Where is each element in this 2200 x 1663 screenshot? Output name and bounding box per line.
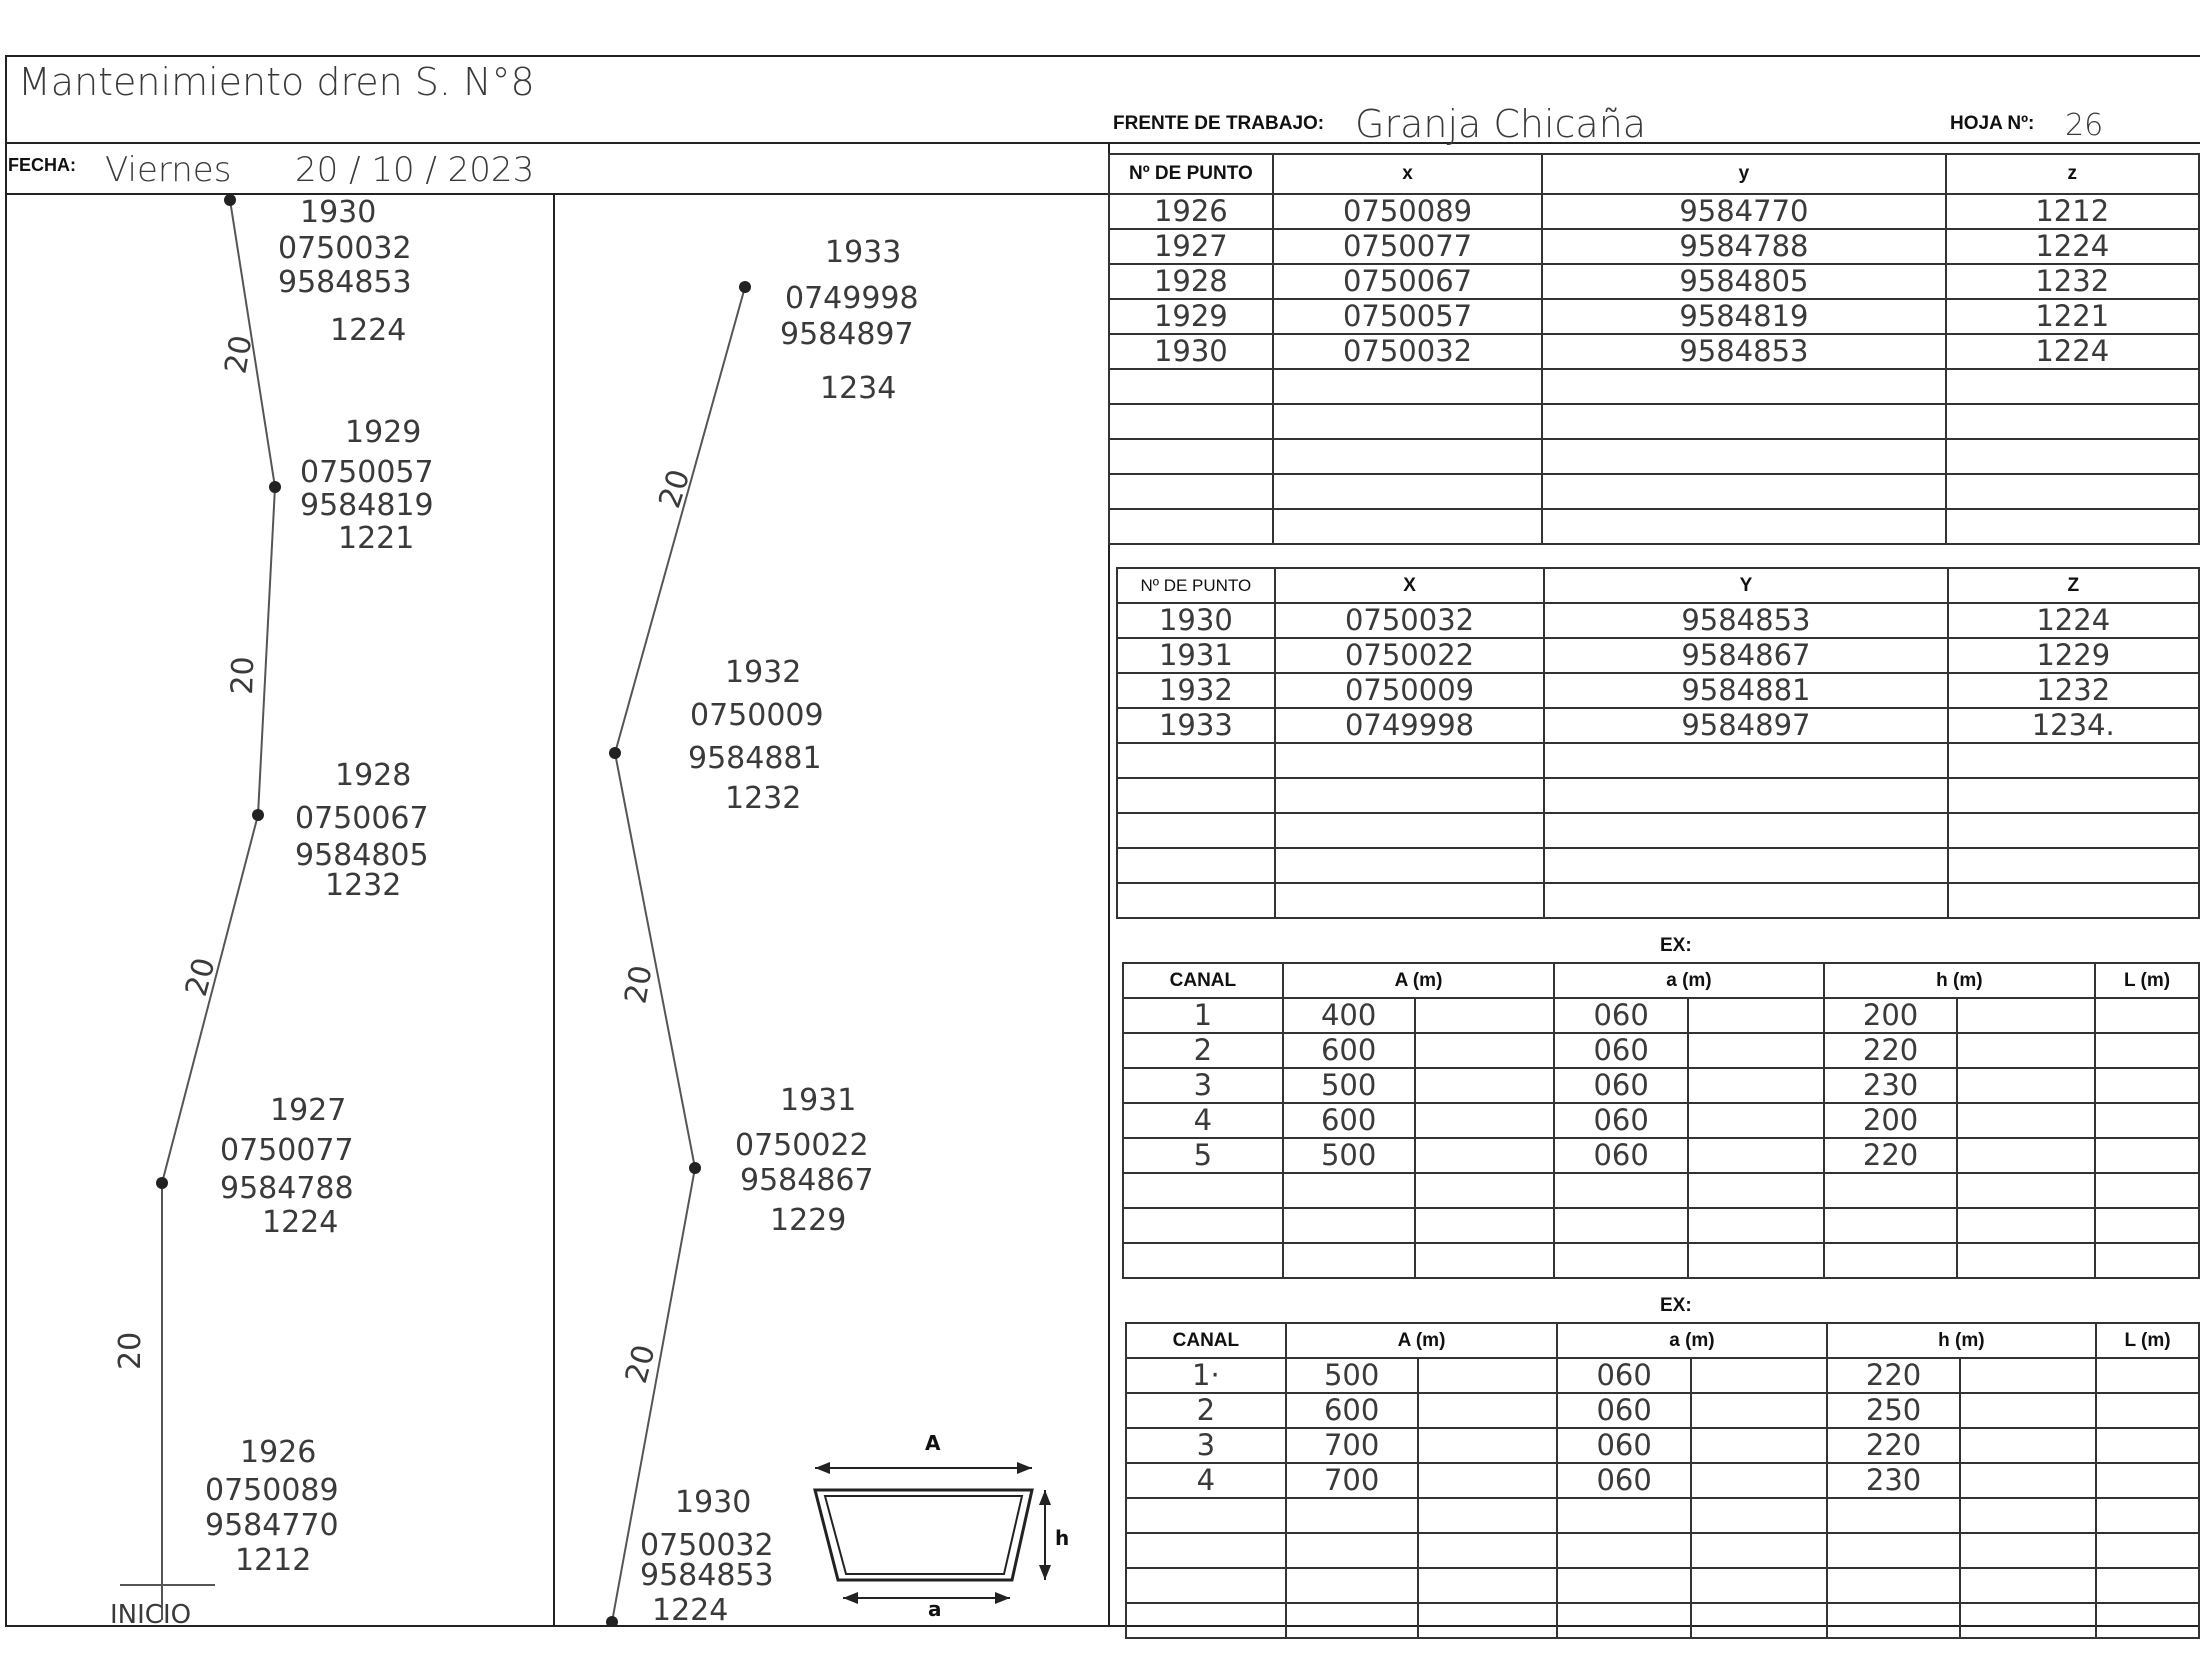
arrow-head bbox=[843, 1592, 858, 1604]
trapezoid-top-label: A bbox=[925, 1431, 941, 1455]
pt-y: 9584819 bbox=[300, 488, 434, 523]
frente-value: Granja Chicaña bbox=[1355, 102, 1647, 146]
table-row bbox=[1126, 1533, 2199, 1568]
cell: 1932 bbox=[1117, 673, 1275, 708]
pt-z: 1232 bbox=[325, 868, 402, 903]
pt-id: 1931 bbox=[780, 1083, 857, 1118]
table-row bbox=[1126, 1568, 2199, 1603]
pt-x: 0750032 bbox=[278, 231, 412, 266]
pt-y: 9584853 bbox=[640, 1558, 774, 1593]
table-row bbox=[1117, 778, 2199, 813]
pt-x: 0750057 bbox=[300, 455, 434, 490]
cell: 5 bbox=[1123, 1138, 1283, 1173]
table-row bbox=[1126, 1603, 2199, 1638]
pt-id: 1932 bbox=[725, 655, 802, 690]
cell: 4 bbox=[1123, 1103, 1283, 1138]
pt-id: 1929 bbox=[345, 415, 422, 450]
cell: 230 bbox=[1827, 1463, 1961, 1498]
arrow-head bbox=[1039, 1490, 1051, 1505]
table-row bbox=[1109, 369, 2199, 404]
cell: 1931 bbox=[1117, 638, 1275, 673]
cell: 1 bbox=[1123, 998, 1283, 1033]
pt-id: 1933 bbox=[825, 235, 902, 270]
cell: 060 bbox=[1557, 1393, 1691, 1428]
cell: 220 bbox=[1824, 1033, 1958, 1068]
cell: 1232 bbox=[1948, 673, 2200, 708]
arrow-head bbox=[1017, 1462, 1032, 1474]
cell: 0749998 bbox=[1275, 708, 1545, 743]
point-marker bbox=[252, 809, 264, 821]
cell: 1212 bbox=[1946, 194, 2200, 229]
cell: 3 bbox=[1126, 1428, 1286, 1463]
cell: 1930 bbox=[1109, 334, 1273, 369]
point-marker bbox=[739, 281, 751, 293]
col-header: a (m) bbox=[1557, 1323, 1826, 1358]
cell: 0750089 bbox=[1273, 194, 1543, 229]
cell: 200 bbox=[1824, 998, 1958, 1033]
cell: 060 bbox=[1554, 1033, 1688, 1068]
table-row bbox=[1126, 1358, 2199, 1393]
col-header: h (m) bbox=[1827, 1323, 2096, 1358]
col-header: X bbox=[1275, 568, 1545, 603]
cell: 060 bbox=[1554, 998, 1688, 1033]
table-row bbox=[1109, 299, 2199, 334]
pt-y: 9584770 bbox=[205, 1508, 339, 1543]
point-marker bbox=[606, 1616, 618, 1625]
hoja-label: HOJA Nº: bbox=[1950, 113, 2035, 134]
fecha-day: Viernes bbox=[105, 150, 232, 190]
pt-z: 1234 bbox=[820, 371, 897, 406]
table-row bbox=[1117, 673, 2199, 708]
col-header: A (m) bbox=[1283, 963, 1554, 998]
cell: 1224 bbox=[1946, 334, 2200, 369]
cell: 220 bbox=[1824, 1138, 1958, 1173]
table-row bbox=[1123, 1103, 2199, 1138]
col-header: CANAL bbox=[1123, 963, 1283, 998]
pt-y: 9584881 bbox=[688, 741, 822, 776]
col-header: Z bbox=[1948, 568, 2200, 603]
table-row bbox=[1123, 1243, 2199, 1278]
cell: 9584788 bbox=[1542, 229, 1945, 264]
cell: 1234. bbox=[1948, 708, 2200, 743]
cell: 3 bbox=[1123, 1068, 1283, 1103]
table-row bbox=[1117, 603, 2199, 638]
col-header: Nº DE PUNTO bbox=[1109, 154, 1273, 194]
trapezoid-outer bbox=[815, 1490, 1032, 1580]
point-marker bbox=[156, 1177, 168, 1189]
pt-z: 1221 bbox=[338, 521, 415, 556]
table-row bbox=[1123, 1033, 2199, 1068]
arrow-head bbox=[995, 1592, 1010, 1604]
cell: 0750022 bbox=[1275, 638, 1545, 673]
drain-path-left bbox=[162, 200, 275, 1620]
pt-id: 1928 bbox=[335, 758, 412, 793]
cell: 9584881 bbox=[1544, 673, 1947, 708]
cell: 060 bbox=[1557, 1358, 1691, 1393]
points-table-1 bbox=[1108, 153, 2200, 545]
table-row bbox=[1109, 194, 2199, 229]
table-row bbox=[1117, 638, 2199, 673]
arrow-head bbox=[815, 1462, 830, 1474]
sheet-title: Mantenimiento dren S. N°8 bbox=[18, 60, 535, 104]
cell: 600 bbox=[1283, 1103, 1415, 1138]
cell: 250 bbox=[1827, 1393, 1961, 1428]
cell: 9584770 bbox=[1542, 194, 1945, 229]
col-header: A (m) bbox=[1286, 1323, 1557, 1358]
cell: 600 bbox=[1283, 1033, 1415, 1068]
col-header: z bbox=[1946, 154, 2200, 194]
col-header: h (m) bbox=[1824, 963, 2095, 998]
pt-id: 1930 bbox=[300, 195, 377, 230]
pt-id: 1930 bbox=[675, 1485, 752, 1520]
distance-label: 20 bbox=[652, 465, 698, 513]
cell: 0750009 bbox=[1275, 673, 1545, 708]
fecha-value: 20 / 10 / 2023 bbox=[295, 150, 535, 190]
cell: 700 bbox=[1286, 1428, 1418, 1463]
table-row bbox=[1126, 1463, 2199, 1498]
table-row bbox=[1123, 1068, 2199, 1103]
table-row bbox=[1117, 743, 2199, 778]
cell: 400 bbox=[1283, 998, 1415, 1033]
fecha-label: FECHA: bbox=[8, 155, 76, 175]
cell: 200 bbox=[1824, 1103, 1958, 1138]
distance-label: 20 bbox=[225, 655, 262, 696]
pt-x: 0750032 bbox=[640, 1528, 774, 1563]
cell: 1927 bbox=[1109, 229, 1273, 264]
cell: 220 bbox=[1827, 1358, 1961, 1393]
pt-z: 1212 bbox=[235, 1543, 312, 1578]
cell: 1224 bbox=[1946, 229, 2200, 264]
col-header: Y bbox=[1544, 568, 1947, 603]
col-header: y bbox=[1542, 154, 1945, 194]
table-row bbox=[1109, 334, 2199, 369]
cell: 230 bbox=[1824, 1068, 1958, 1103]
cell: 2 bbox=[1126, 1393, 1286, 1428]
col-header: Nº DE PUNTO bbox=[1117, 568, 1275, 603]
arrow-head bbox=[1039, 1565, 1051, 1580]
cell: 9584853 bbox=[1544, 603, 1947, 638]
cell: 220 bbox=[1827, 1428, 1961, 1463]
col-header: L (m) bbox=[2096, 1323, 2199, 1358]
cell: 060 bbox=[1554, 1068, 1688, 1103]
cell: 9584897 bbox=[1544, 708, 1947, 743]
distance-label: 20 bbox=[618, 1341, 663, 1388]
trapezoid-diagram bbox=[815, 1431, 1069, 1621]
cell: 600 bbox=[1286, 1393, 1418, 1428]
cell: 9584867 bbox=[1544, 638, 1947, 673]
pt-z: 1224 bbox=[330, 313, 407, 348]
start-label: INICIO bbox=[110, 1600, 192, 1625]
pt-x: 0749998 bbox=[785, 281, 919, 316]
cell: 1221 bbox=[1946, 299, 2200, 334]
pt-x: 0750077 bbox=[220, 1133, 354, 1168]
cell: 1232 bbox=[1946, 264, 2200, 299]
table-row bbox=[1117, 883, 2199, 918]
cell: 700 bbox=[1286, 1463, 1418, 1498]
cell: 060 bbox=[1554, 1103, 1688, 1138]
hoja-value: 26 bbox=[2065, 108, 2104, 143]
table-row bbox=[1123, 1208, 2199, 1243]
table-row bbox=[1126, 1393, 2199, 1428]
pt-z: 1229 bbox=[770, 1203, 847, 1238]
pt-x: 0750009 bbox=[690, 698, 824, 733]
point-marker bbox=[224, 195, 236, 206]
cell: 1928 bbox=[1109, 264, 1273, 299]
cell: 500 bbox=[1283, 1068, 1415, 1103]
table-row bbox=[1117, 848, 2199, 883]
table-row bbox=[1123, 1173, 2199, 1208]
cell: 9584805 bbox=[1542, 264, 1945, 299]
frente-label: FRENTE DE TRABAJO: bbox=[1113, 113, 1325, 134]
distance-label: 20 bbox=[113, 1331, 148, 1370]
table-row bbox=[1123, 1138, 2199, 1173]
table-row bbox=[1109, 264, 2199, 299]
table-row bbox=[1126, 1428, 2199, 1463]
table-row bbox=[1109, 229, 2199, 264]
cell: 9584819 bbox=[1542, 299, 1945, 334]
cell: 0750057 bbox=[1273, 299, 1543, 334]
cell: 2 bbox=[1123, 1033, 1283, 1068]
cell: 500 bbox=[1283, 1138, 1415, 1173]
distance-label: 20 bbox=[618, 962, 660, 1007]
table-row bbox=[1117, 708, 2199, 743]
pt-x: 0750089 bbox=[205, 1473, 339, 1508]
cell: 1229 bbox=[1948, 638, 2200, 673]
col-header: x bbox=[1273, 154, 1543, 194]
pt-y: 9584805 bbox=[295, 838, 429, 873]
distance-label: 20 bbox=[218, 332, 260, 377]
ex-label-2: EX: bbox=[1660, 1295, 1692, 1316]
cell: 060 bbox=[1557, 1428, 1691, 1463]
cell: 1933 bbox=[1117, 708, 1275, 743]
pt-y: 9584788 bbox=[220, 1171, 354, 1206]
trapezoid-bottom-label: a bbox=[928, 1597, 942, 1621]
cell: 060 bbox=[1557, 1463, 1691, 1498]
pt-x: 0750067 bbox=[295, 801, 429, 836]
table-row bbox=[1109, 474, 2199, 509]
pt-z: 1224 bbox=[262, 1205, 339, 1240]
table-row bbox=[1109, 439, 2199, 474]
cell: 500 bbox=[1286, 1358, 1418, 1393]
table-row bbox=[1117, 813, 2199, 848]
pt-id: 1927 bbox=[270, 1093, 347, 1128]
table-row bbox=[1109, 509, 2199, 544]
ex-label-1: EX: bbox=[1660, 935, 1692, 956]
canal-table-2 bbox=[1125, 1322, 2200, 1639]
pt-y: 9584867 bbox=[740, 1163, 874, 1198]
cell: 1· bbox=[1126, 1358, 1286, 1393]
sketch-right bbox=[555, 195, 1108, 1625]
point-marker bbox=[609, 747, 621, 759]
cell: 0750077 bbox=[1273, 229, 1543, 264]
pt-z: 1224 bbox=[652, 1593, 729, 1625]
col-header: CANAL bbox=[1126, 1323, 1286, 1358]
point-marker bbox=[269, 481, 281, 493]
table-row bbox=[1126, 1498, 2199, 1533]
points-table-2 bbox=[1116, 567, 2200, 919]
pt-z: 1232 bbox=[725, 781, 802, 816]
cell: 1929 bbox=[1109, 299, 1273, 334]
cell: 0750032 bbox=[1273, 334, 1543, 369]
cell: 1224 bbox=[1948, 603, 2200, 638]
cell: 1930 bbox=[1117, 603, 1275, 638]
pt-y: 9584853 bbox=[278, 265, 412, 300]
pt-x: 0750022 bbox=[735, 1128, 869, 1163]
table-row bbox=[1123, 998, 2199, 1033]
canal-table-1 bbox=[1122, 962, 2200, 1279]
col-header: a (m) bbox=[1554, 963, 1823, 998]
cell: 060 bbox=[1554, 1138, 1688, 1173]
cell: 4 bbox=[1126, 1463, 1286, 1498]
pt-id: 1926 bbox=[240, 1435, 317, 1470]
trapezoid-inner bbox=[825, 1496, 1022, 1574]
cell: 0750067 bbox=[1273, 264, 1543, 299]
cell: 1926 bbox=[1109, 194, 1273, 229]
cell: 0750032 bbox=[1275, 603, 1545, 638]
distance-label: 20 bbox=[178, 954, 223, 1001]
col-header: L (m) bbox=[2095, 963, 2199, 998]
trapezoid-height-label: h bbox=[1055, 1526, 1070, 1550]
point-marker bbox=[689, 1162, 701, 1174]
sketch-left bbox=[0, 195, 553, 1625]
pt-y: 9584897 bbox=[780, 317, 914, 352]
table-row bbox=[1109, 404, 2199, 439]
cell: 9584853 bbox=[1542, 334, 1945, 369]
